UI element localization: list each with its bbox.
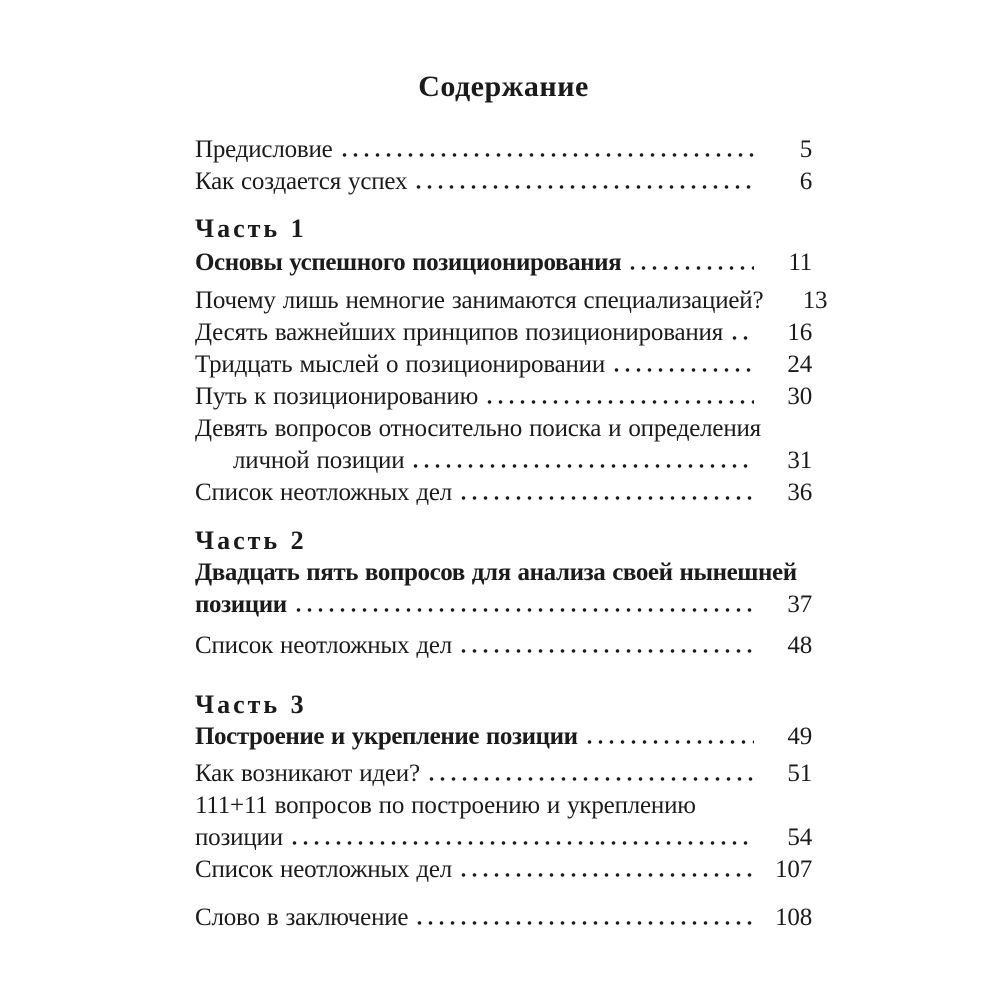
dot-leader	[627, 247, 754, 279]
toc-entry	[195, 166, 812, 198]
dot-leader	[611, 349, 754, 381]
part-header	[195, 689, 812, 721]
toc-entry	[195, 349, 812, 381]
entry-title: Десять важнейших принципов позиционирования	[195, 319, 724, 346]
toc-entry	[195, 247, 812, 279]
entry-title: Почему лишь немногие занимаются специализацией?	[195, 287, 764, 314]
toc-entry	[195, 413, 812, 445]
entry-title: Двадцать пять вопросов для анализа своей нынешней	[195, 559, 797, 586]
dot-leader	[729, 317, 754, 349]
page-number: 107	[775, 856, 812, 883]
dot-leader	[413, 166, 754, 198]
entry-title: Список неотложных дел	[195, 632, 453, 659]
toc-entry	[195, 445, 812, 477]
dot-leader	[484, 381, 754, 413]
part-3-header	[195, 689, 812, 721]
toc-entry	[195, 317, 812, 349]
dot-leader	[584, 721, 754, 753]
toc-entry	[195, 477, 812, 509]
page-number: 54	[787, 824, 812, 851]
toc-entry	[195, 822, 812, 854]
dot-leader	[702, 790, 754, 822]
page-number: 16	[787, 319, 812, 346]
dot-leader	[426, 758, 754, 790]
dot-leader	[458, 630, 754, 662]
dot-leader	[410, 445, 754, 477]
toc-entry	[195, 381, 812, 413]
entry-title: Список неотложных дел	[195, 856, 453, 883]
part-2-entries	[195, 630, 812, 662]
page-number: 5	[799, 136, 812, 163]
toc-entry	[195, 758, 812, 790]
part-1-entries	[195, 285, 828, 509]
toc-entry	[195, 285, 828, 317]
dot-leader	[458, 854, 754, 886]
part-header	[195, 525, 812, 557]
toc-entry	[195, 902, 812, 934]
entry-title: 111+11 вопросов по построению и укреплению	[195, 792, 696, 819]
dot-leader	[458, 477, 754, 509]
page-number: 48	[787, 632, 812, 659]
entry-title: позиции	[195, 591, 287, 618]
page-title: Содержание	[418, 70, 589, 103]
dot-leader	[414, 902, 754, 934]
toc-entry	[195, 790, 812, 822]
page-number: 31	[787, 447, 812, 474]
part-1-title	[195, 247, 812, 279]
toc-entry	[195, 134, 812, 166]
part-3-title	[195, 721, 812, 753]
page-number: 11	[788, 249, 812, 276]
page-number: 6	[799, 168, 812, 195]
toc-entry	[195, 557, 812, 589]
entry-title: Девять вопросов относительно поиска и определения	[195, 415, 761, 442]
part-1-header	[195, 213, 812, 245]
toc-entry	[195, 630, 812, 662]
toc-entry	[195, 589, 812, 621]
toc-entry	[195, 721, 812, 753]
dot-leader	[339, 134, 754, 166]
dot-leader	[289, 822, 754, 854]
part-header	[195, 213, 812, 245]
page-number: 30	[787, 383, 812, 410]
page-number: 51	[787, 760, 812, 787]
entry-title: Слово в заключение	[195, 904, 409, 931]
entry-title: Путь к позиционированию	[195, 383, 479, 410]
intro-entries	[195, 134, 812, 198]
entry-title: Тридцать мыслей о позиционировании	[195, 351, 606, 378]
part-3-entries	[195, 758, 812, 886]
page-number: 36	[787, 479, 812, 506]
entry-title: Как создается успех	[195, 168, 408, 195]
dot-leader	[293, 589, 754, 621]
closing	[195, 902, 812, 934]
part-header-label: Часть 1	[195, 214, 307, 243]
page-number: 37	[787, 591, 812, 618]
entry-title: Список неотложных дел	[195, 479, 453, 506]
entry-title: Предисловие	[195, 136, 333, 163]
entry-title: Как возникают идеи?	[195, 760, 420, 787]
part-header-label: Часть 2	[195, 526, 307, 555]
part-2-title	[195, 557, 812, 621]
toc-list	[195, 134, 828, 934]
part-2-header	[195, 525, 812, 557]
toc-entry	[195, 854, 812, 886]
page-number: 13	[802, 287, 828, 314]
page-number: 49	[787, 723, 812, 750]
page-number: 24	[787, 351, 812, 378]
entry-title: личной позиции	[233, 447, 405, 474]
part-header-label: Часть 3	[195, 690, 307, 719]
page-number: 108	[775, 904, 812, 931]
entry-title: Основы успешного позиционирования	[195, 249, 622, 276]
entry-title: Построение и укрепление позиции	[195, 723, 578, 750]
entry-title: позиции	[195, 824, 283, 851]
